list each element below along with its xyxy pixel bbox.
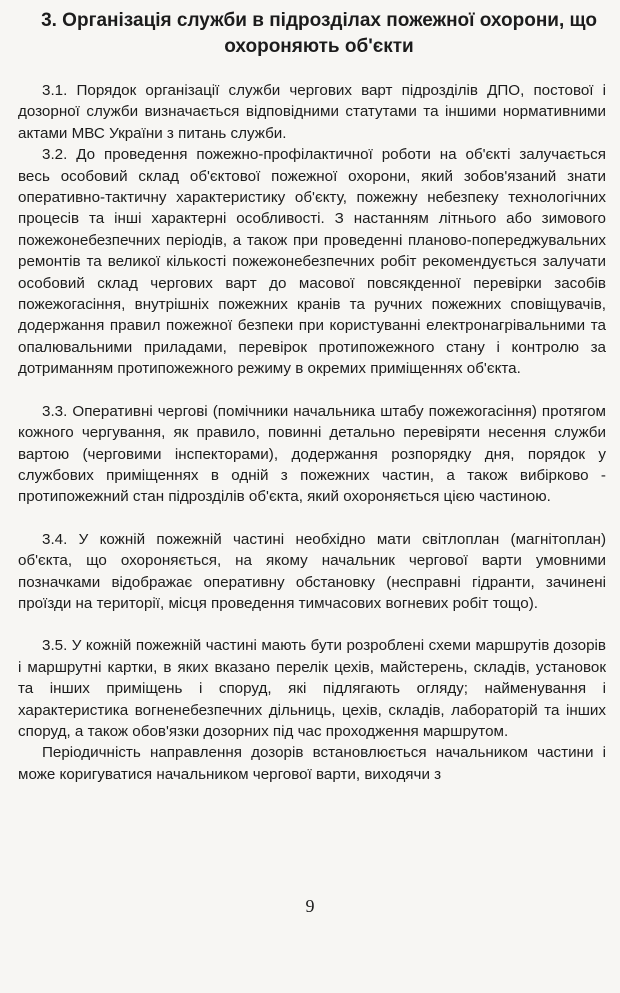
paragraph-gap bbox=[18, 614, 606, 635]
paragraph-gap bbox=[18, 380, 606, 401]
paragraph-gap bbox=[18, 508, 606, 529]
paragraph-periodicity: Періодичність направлення дозорів встановлюється начальником частини і може коригуватися начальником чергової варти, виходячи з bbox=[18, 744, 606, 783]
document-page bbox=[18, 8, 606, 785]
paragraph-3-4: 3.4. У кожній пожежній частині необхідно мати світлоплан (магнітоплан) об'єкта, що охороняється, на якому начальник чергової варти умовними позначками відображає оперативну обстановку (несправні гідранти, зачинені проїзди на території, місця проведення тимчасових вогневих робіт тощо). bbox=[18, 530, 606, 612]
document-body bbox=[18, 80, 606, 785]
paragraph-3-1: 3.1. Порядок організації служби чергових варт підрозділів ДПО, постової і дозорної служби визначається відповідними статутами та іншими нормативними актами МВС України з питань служби. bbox=[18, 82, 606, 142]
paragraph-3-2: 3.2. До проведення пожежно-профілактичної роботи на об'єкті залучається весь особовий склад об'єктової пожежної охорони, який зобов'язаний знати оперативно-тактичну характеристику об'єкту, пожежну небезпеку технологічних процесів та інші характерні особливості. З настанням літнього або зимового пожежонебезпечних періодів, а також при проведенні планово-попереджувальних ремонтів та великої кількості пожежонебезпечних робіт рекомендується залучати особовий склад чергових варт до масової повсякденної перевірки засобів пожежогасіння, внутрішніх пожежних кранів та ручних пожежних сповіщувачів, додержання правил пожежної безпеки при користуванні електронагрівальними та опалювальними приладами, перевірок протипожежного стану і контролю за дотриманням протипожежного режиму в окремих приміщеннях об'єкта. bbox=[18, 146, 606, 378]
page-number: 9 bbox=[305, 896, 315, 916]
section-title: 3. Організація служби в підрозділах пожежної охорони, що охороняють об'єкти bbox=[41, 10, 597, 57]
paragraph-3-3: 3.3. Оперативні чергові (помічники начальника штабу пожежогасіння) протягом кожного чергування, як правило, повинні детально перевіряти несення служби вартою (черговими інспекторами), додержання розпорядку дня, порядок у службових приміщеннях в одній з пожежних частин, а також вибірково - протипожежний стан підрозділів об'єкта, який охороняється цією частиною. bbox=[18, 402, 606, 506]
paragraph-3-5: 3.5. У кожній пожежній частині мають бути розроблені схеми маршрутів дозорів і маршрутні картки, в яких вказано перелік цехів, майстерень, складів, установок та інших приміщень і споруд, які підлягають огляду; найменування і характеристика вогненебезпечних дільниць, цехів, складів, лабораторій та інших споруд, а також обов'язки дозорних під час проходження маршрутом. bbox=[18, 637, 606, 740]
